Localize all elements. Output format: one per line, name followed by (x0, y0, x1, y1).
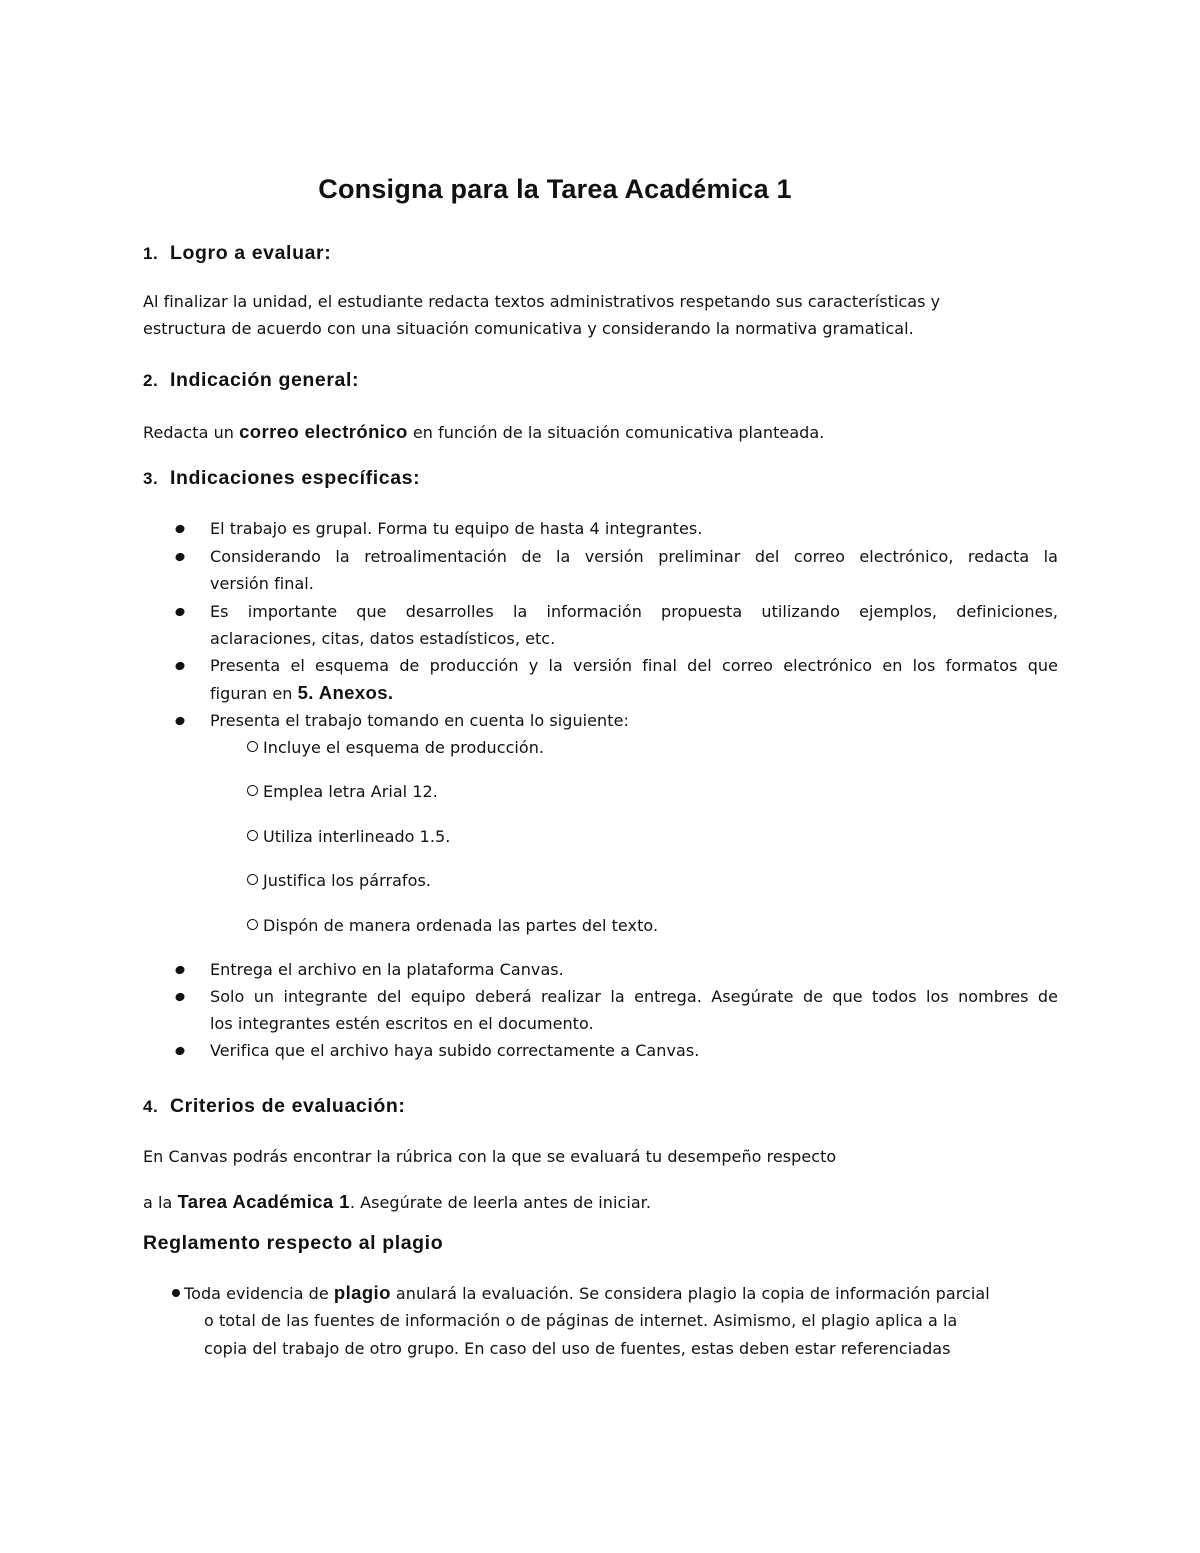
list-item-line: versión final. (210, 574, 314, 593)
sub-list-item (247, 734, 544, 761)
bullet-icon (174, 552, 185, 563)
logro-paragraph (143, 288, 1023, 342)
circle-bullet-icon (247, 830, 258, 841)
list-item-text (210, 543, 1058, 597)
sub-list-item-text: Emplea letra Arial 12. (263, 782, 438, 801)
plagio-line-3: copia del trabajo de otro grupo. En caso del uso de fuentes, estas deben estar referenciadas (204, 1339, 951, 1358)
reglamento-heading: Reglamento respecto al plagio (143, 1232, 444, 1254)
list-item-line: Solo un integrante del equipo deberá realizar la entrega. Asegúrate de que todos los nombres de (210, 987, 1058, 1006)
list-item-line: los integrantes estén escritos en el documento. (210, 1014, 594, 1033)
circle-bullet-icon (247, 741, 258, 752)
indicacion-text-after: en función de la situación comunicativa planteada. (407, 423, 825, 442)
bullet-icon (174, 965, 185, 976)
bullet-icon (174, 716, 185, 727)
list-item-text: Verifica que el archivo haya subido correctamente a Canvas. (210, 1041, 700, 1060)
sub-list-item-text: Utiliza interlineado 1.5. (263, 827, 451, 846)
list-item-line: Es importante que desarrolles la información propuesta utilizando ejemplos, definiciones, (210, 602, 1058, 621)
bullet-icon (172, 1289, 180, 1297)
indicacion-strong: correo electrónico (239, 421, 408, 442)
list-item-text-before: figuran en (210, 684, 298, 703)
circle-bullet-icon (247, 785, 258, 796)
plagio-text-after: anulará la evaluación. Se considera plagio la copia de información parcial (390, 1284, 990, 1303)
document-title: Consigna para la Tarea Académica 1 (318, 174, 792, 204)
sub-list-item-text: Incluye el esquema de producción. (263, 738, 545, 757)
criterios-text-before: a la (143, 1193, 178, 1212)
section-number: 2. (143, 371, 159, 390)
sub-list-item-text: Justifica los párrafos. (263, 871, 431, 890)
list-item-text (210, 652, 1058, 707)
bullet-icon (174, 992, 185, 1003)
list-item-line: Considerando la retroalimentación de la versión preliminar del correo electrónico, redacta la (210, 547, 1058, 566)
bullet-icon (174, 1046, 185, 1057)
plagio-line-2: o total de las fuentes de información o de páginas de internet. Asimismo, el plagio aplica a la (204, 1311, 958, 1330)
anexos-reference: 5. Anexos. (297, 682, 394, 703)
section-label: Indicaciones específicas: (170, 467, 421, 489)
logro-line-2: estructura de acuerdo con una situación comunicativa y considerando la normativa gramatical. (143, 319, 914, 338)
sub-list-item-text: Dispón de manera ordenada las partes del texto. (263, 916, 659, 935)
indicacion-text-before: Redacta un (143, 423, 240, 442)
section-heading-logro (143, 242, 331, 265)
plagio-strong: plagio (333, 1282, 391, 1303)
section-number: 3. (143, 469, 159, 488)
circle-bullet-icon (247, 919, 258, 930)
section-heading-especificas (143, 467, 420, 490)
section-number: 1. (143, 244, 159, 263)
section-label: Indicación general: (170, 369, 360, 391)
criterios-line-1: En Canvas podrás encontrar la rúbrica con la que se evaluará tu desempeño respecto (143, 1147, 837, 1166)
sub-list-item (247, 912, 658, 939)
bullet-icon (174, 524, 185, 535)
sub-list-item (247, 823, 450, 850)
list-item-line (210, 679, 1058, 707)
circle-bullet-icon (247, 874, 258, 885)
section-heading-indicacion (143, 369, 359, 392)
logro-line-1: Al finalizar la unidad, el estudiante redacta textos administrativos respetando sus características y (143, 292, 941, 311)
section-number: 4. (143, 1097, 159, 1116)
list-item-line: aclaraciones, citas, datos estadísticos, etc. (210, 629, 556, 648)
criterios-line-2 (143, 1188, 1043, 1216)
list-item-line: Presenta el esquema de producción y la versión final del correo electrónico en los formatos que (210, 656, 1058, 675)
sub-list-item (247, 867, 431, 894)
list-item-text: Presenta el trabajo tomando en cuenta lo siguiente: (210, 711, 629, 730)
tarea-reference: Tarea Académica 1 (177, 1191, 350, 1212)
section-label: Criterios de evaluación: (170, 1095, 406, 1117)
section-label: Logro a evaluar: (170, 242, 332, 264)
list-item-text (210, 598, 1058, 652)
section-heading-criterios (143, 1095, 405, 1118)
indicacion-paragraph (143, 418, 1043, 446)
plagio-line-1 (184, 1279, 1060, 1307)
bullet-icon (174, 661, 185, 672)
list-item-text: Entrega el archivo en la plataforma Canvas. (210, 960, 564, 979)
plagio-text-before: Toda evidencia de (184, 1284, 334, 1303)
bullet-icon (174, 607, 185, 618)
criterios-text-after: . Asegúrate de leerla antes de iniciar. (349, 1193, 651, 1212)
sub-list-item (247, 778, 438, 805)
list-item-text: El trabajo es grupal. Forma tu equipo de hasta 4 integrantes. (210, 519, 703, 538)
list-item-text (210, 983, 1058, 1037)
